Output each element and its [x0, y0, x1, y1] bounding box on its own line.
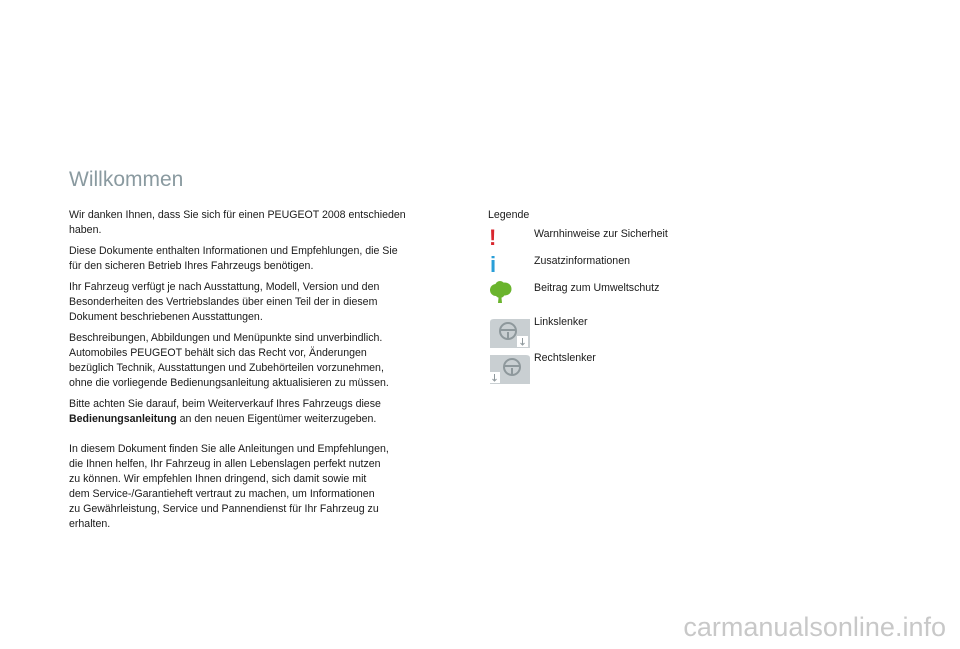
main-text-column [69, 208, 469, 538]
legend [488, 208, 748, 364]
page-title: Willkommen [69, 168, 184, 191]
legend-label-info: Zusatzinformationen [534, 255, 630, 267]
disclaimer-paragraph: Beschreibungen, Abbildungen und Menüpunkte sind unverbindlich. Automobiles PEUGEOT behält sich das Recht vor, Änderungen bezüglich Technik, Ausstattungen und Zubehörteilen vorzunehmen, ohne die vorliegende Bedienungsanleitung aktualisieren zu müssen. [69, 332, 389, 389]
legend-label-warning: Warnhinweise zur Sicherheit [534, 228, 668, 240]
legend-heading: Legende [488, 209, 530, 221]
info-icon: i [490, 252, 497, 277]
manual-name-bold: Bedienungsanleitung [69, 413, 177, 425]
legend-label-left-hand-drive: Linkslenker [534, 316, 588, 328]
documents-paragraph: Diese Dokumente enthalten Informationen und Empfehlungen, die Sie für den sicheren Betrieb Ihres Fahrzeugs benötigen. [69, 245, 398, 272]
equipment-paragraph: Ihr Fahrzeug verfügt je nach Ausstattung, Modell, Version und den Besonderheiten des Vertriebslandes über einen Teil der in diesem Dokument beschriebenen Ausstattungen. [69, 281, 380, 323]
right-hand-drive-icon [488, 354, 532, 391]
resale-paragraph [69, 397, 469, 427]
resale-text-start: Bitte achten Sie darauf, beim Weiterverkauf Ihres Fahrzeugs diese [69, 398, 381, 410]
tree-icon [488, 281, 514, 310]
intro-paragraph: Wir danken Ihnen, dass Sie sich für einen PEUGEOT 2008 entschieden haben. [69, 209, 406, 236]
resale-text-end: an den neuen Eigentümer weiterzugeben. [176, 413, 377, 425]
legend-label-environment: Beitrag zum Umweltschutz [534, 282, 660, 294]
warning-icon: ! [489, 225, 497, 250]
watermark: carmanualsonline.info [683, 612, 946, 642]
left-hand-drive-icon [488, 318, 532, 355]
legend-label-right-hand-drive: Rechtslenker [534, 352, 596, 364]
overview-paragraph: In diesem Dokument finden Sie alle Anleitungen und Empfehlungen, die Ihnen helfen, Ihr Fahrzeug in allen Lebenslagen perfekt nutzen zu können. Wir empfehlen Ihnen dringend, sich damit sowie mit dem Service-/Garantieheft vertraut zu machen, um Informationen zu Gewährleistung, Service und Pannendienst für Ihr Fahrzeug zu erhalten. [69, 443, 389, 530]
